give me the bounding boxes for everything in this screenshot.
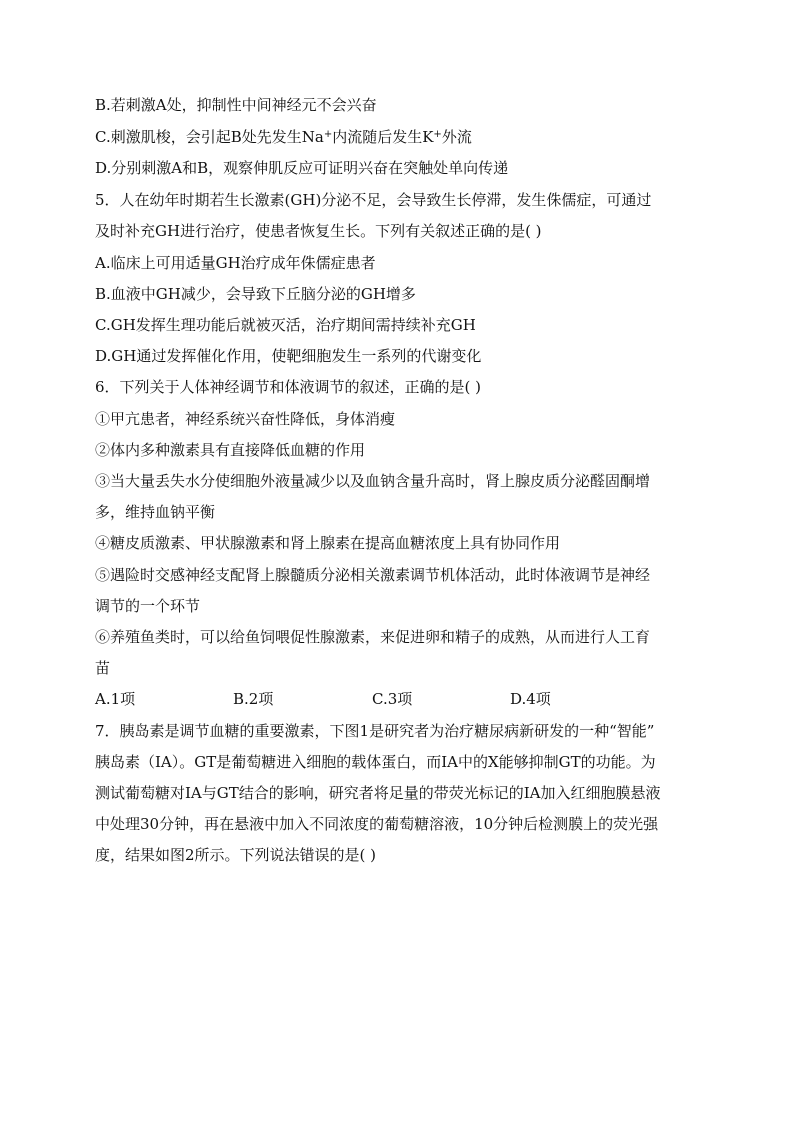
q4-option-c-part1: C.刺激肌梭，会引起B处先发生Na bbox=[95, 128, 324, 146]
q4-option-b: B.若刺激A处，抑制性中间神经元不会兴奋 bbox=[95, 96, 377, 114]
q7-stem-line4: 中处理30分钟，再在悬液中加入不同浓度的葡萄糖溶液，10分钟后检测膜上的荧光强 bbox=[95, 815, 659, 833]
q5-stem-line1: 5．人在幼年时期若生长激素(GH)分泌不足，会导致生长停滞，发生侏儒症，可通过 bbox=[95, 191, 652, 209]
na-charge-superscript: + bbox=[323, 129, 333, 140]
q6-statement-4: ④糖皮质激素、甲状腺激素和肾上腺素在提高血糖浓度上具有协同作用 bbox=[95, 534, 561, 552]
q6-options-row bbox=[95, 689, 695, 709]
q6-option-d: D.4项 bbox=[510, 690, 551, 708]
q5-option-c: C.GH发挥生理功能后就被灭活，治疗期间需持续补充GH bbox=[95, 316, 476, 334]
q6-statement-2: ②体内多种激素具有直接降低血糖的作用 bbox=[95, 441, 366, 459]
q6-option-b: B.2项 bbox=[233, 690, 274, 708]
q5-option-d: D.GH通过发挥催化作用，使靶细胞发生一系列的代谢变化 bbox=[95, 347, 482, 365]
q5-option-b: B.血液中GH减少，会导致下丘脑分泌的GH增多 bbox=[95, 285, 416, 303]
q6-option-a: A.1项 bbox=[95, 690, 136, 708]
q5-option-a: A.临床上可用适量GH治疗成年侏儒症患者 bbox=[95, 254, 376, 272]
k-charge-superscript: + bbox=[433, 129, 442, 140]
q4-option-c-part2: 内流随后发生K bbox=[332, 128, 434, 146]
q6-stem: 6．下列关于人体神经调节和体液调节的叙述，正确的是( ) bbox=[95, 378, 482, 396]
q6-statement-1: ①甲亢患者，神经系统兴奋性降低，身体消瘦 bbox=[95, 410, 396, 428]
q6-statement-6-line2: 苗 bbox=[95, 659, 111, 677]
q7-stem-line2: 胰岛素（IA）。GT是葡萄糖进入细胞的载体蛋白，而IA中的X能够抑制GT的功能。为 bbox=[95, 753, 656, 771]
q7-stem-line5: 度，结果如图2所示。下列说法错误的是( ) bbox=[95, 846, 377, 864]
q4-option-c-part3: 外流 bbox=[441, 128, 472, 146]
q4-option-c bbox=[95, 127, 472, 147]
q6-statement-3-line2: 多，维持血钠平衡 bbox=[95, 503, 216, 521]
q5-stem-line2: 及时补充GH进行治疗，使患者恢复生长。下列有关叙述正确的是( ) bbox=[95, 222, 542, 240]
q7-stem-line1: 7．胰岛素是调节血糖的重要激素，下图1是研究者为治疗糖尿病新研发的一种“智能” bbox=[95, 722, 655, 740]
q7-stem-line3: 测试葡萄糖对IA与GT结合的影响，研究者将足量的带荧光标记的IA加入红细胞膜悬液 bbox=[95, 784, 661, 802]
q6-statement-5-line1: ⑤遇险时交感神经支配肾上腺髓质分泌相关激素调节机体活动，此时体液调节是神经 bbox=[95, 566, 651, 584]
q4-option-d: D.分别刺激A和B，观察伸肌反应可证明兴奋在突触处单向传递 bbox=[95, 159, 509, 177]
q6-statement-3-line1: ③当大量丢失水分使细胞外液量减少以及血钠含量升高时，肾上腺皮质分泌醛固酮增 bbox=[95, 472, 651, 490]
q6-option-c: C.3项 bbox=[372, 690, 413, 708]
q6-statement-6-line1: ⑥养殖鱼类时，可以给鱼饲喂促性腺激素，来促进卵和精子的成熟，从而进行人工育 bbox=[95, 628, 651, 646]
q6-statement-5-line2: 调节的一个环节 bbox=[95, 597, 201, 615]
